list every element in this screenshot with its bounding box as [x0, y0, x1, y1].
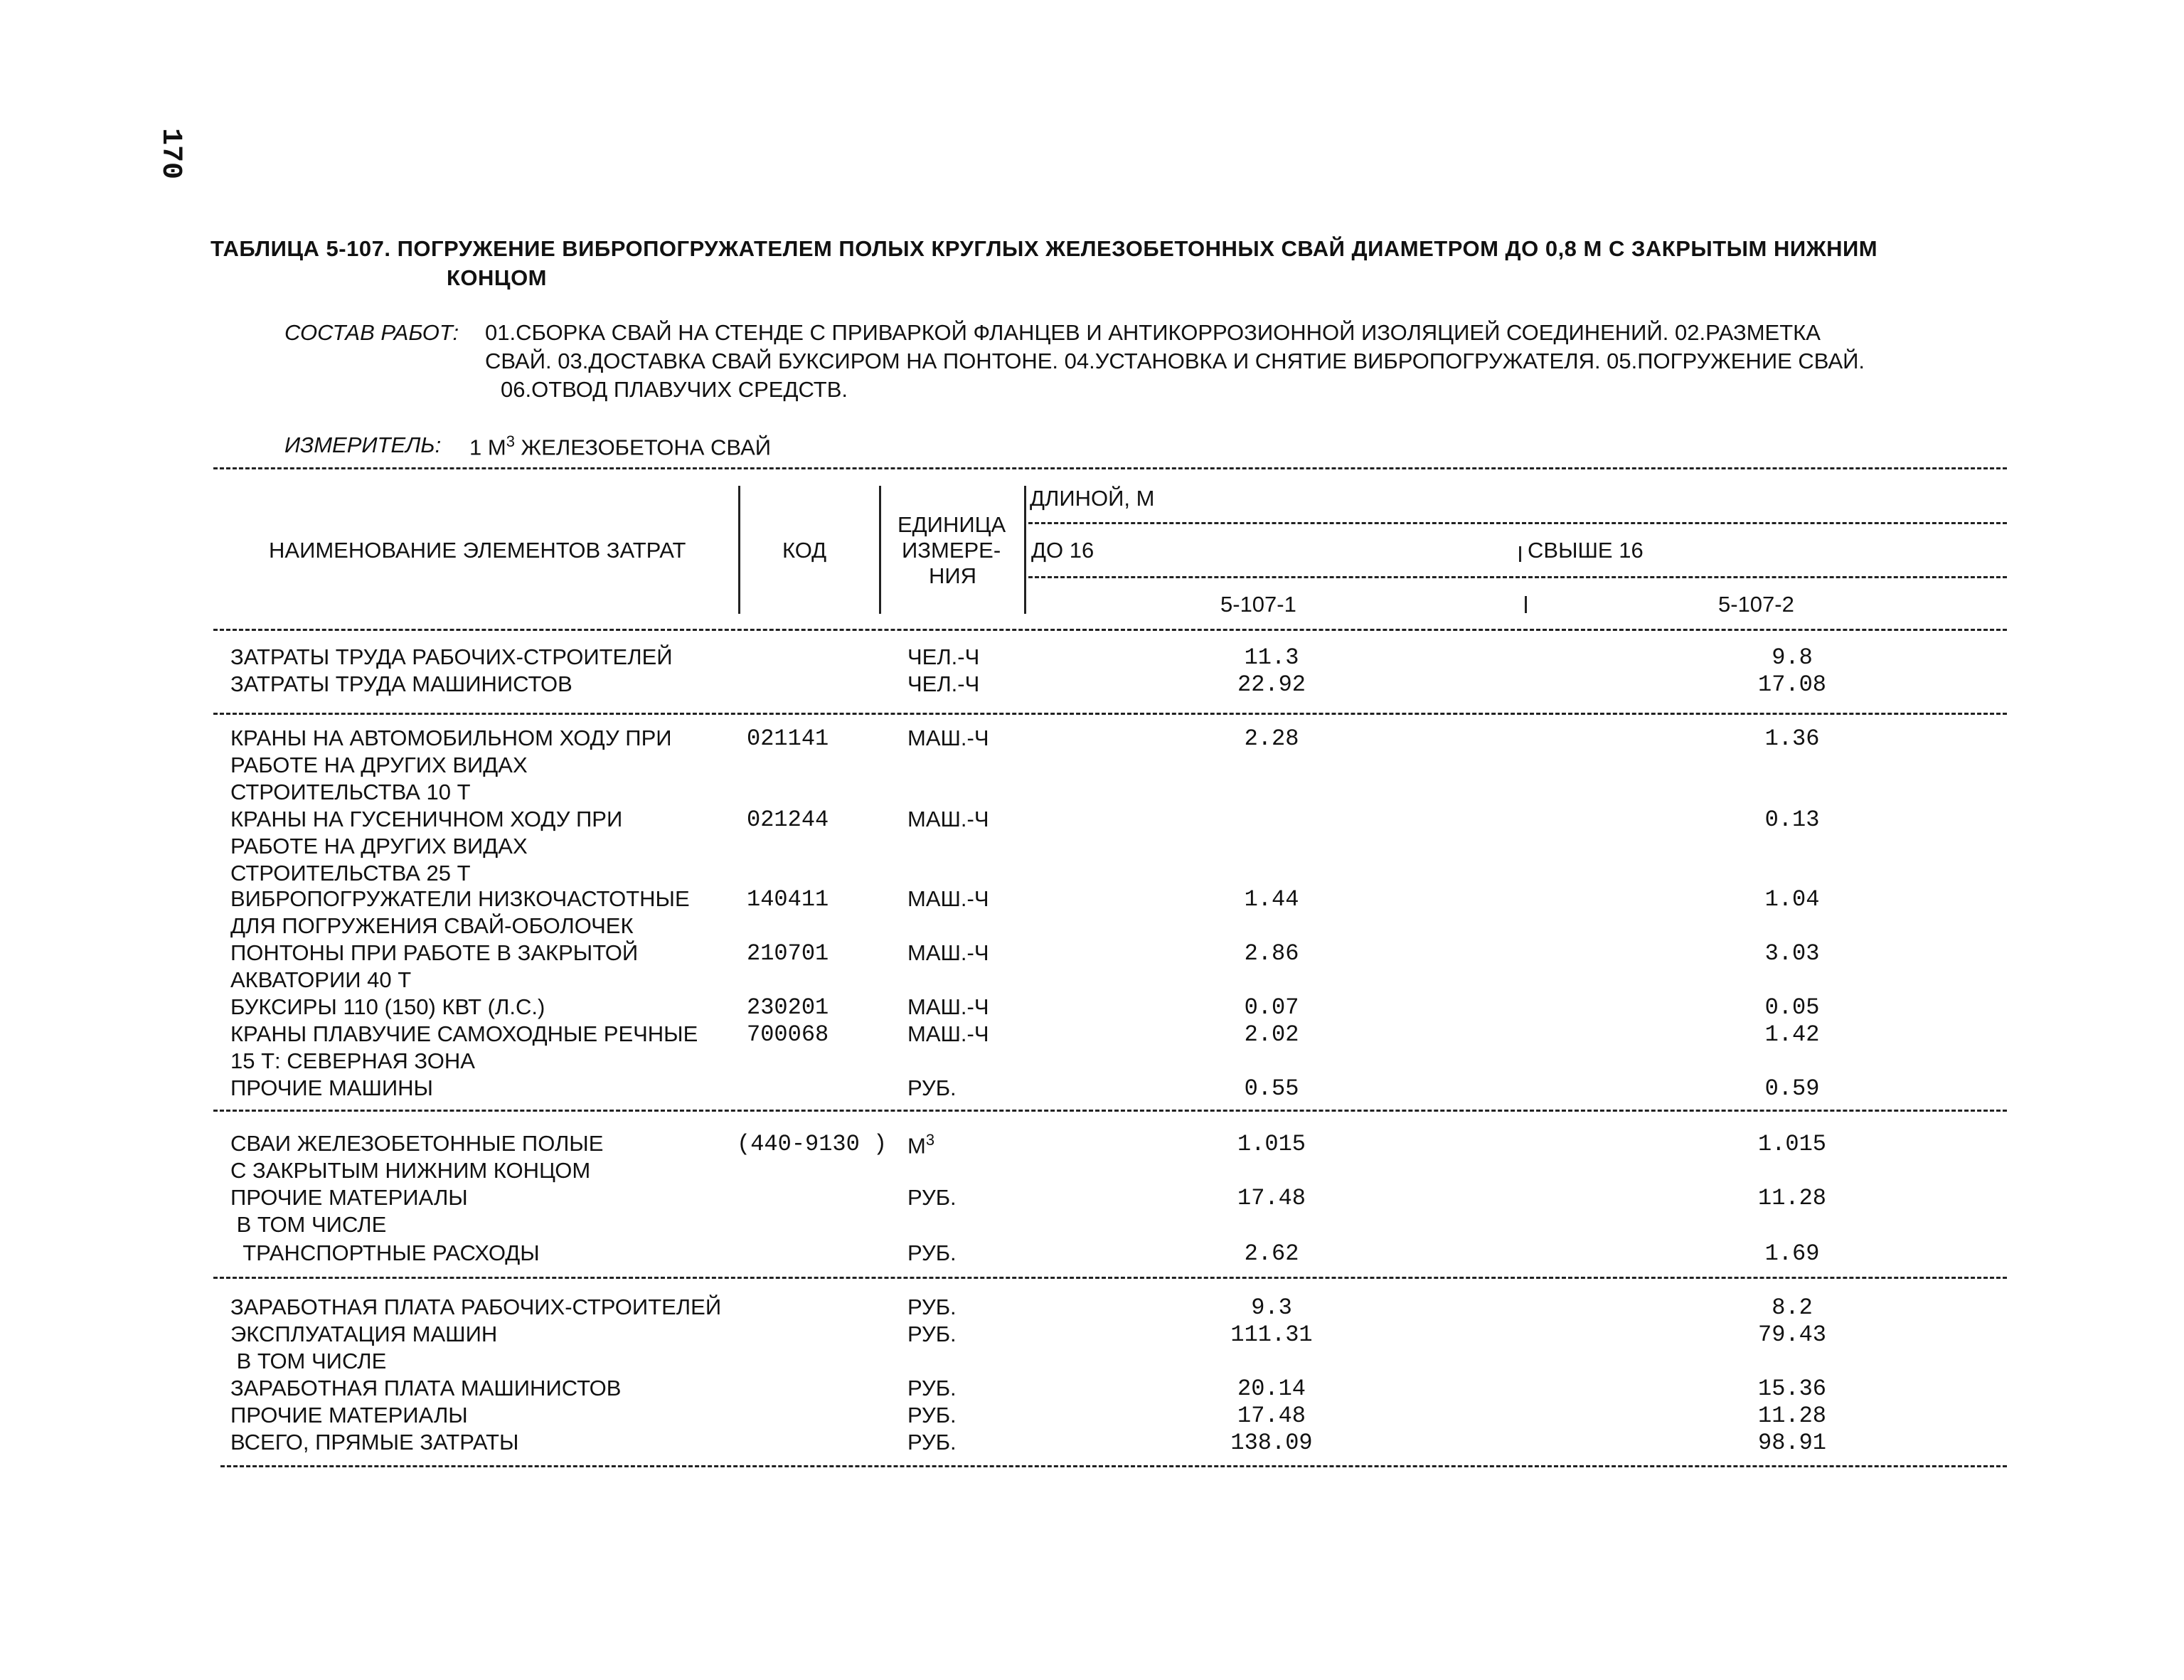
row-value-col1: 2.62	[1244, 1240, 1299, 1267]
row-value-col2: 9.8	[1772, 644, 1813, 671]
row-unit: МАШ.-Ч	[907, 886, 989, 911]
header-col2-code: 5-107-2	[1718, 592, 1794, 617]
row-unit: РУБ.	[907, 1376, 957, 1400]
header-col1-code: 5-107-1	[1220, 592, 1296, 617]
row-value-col2: 1.42	[1764, 1021, 1820, 1048]
header-over-label: СВЫШЕ 16	[1528, 538, 1644, 563]
sostav-line3: 06.ОТВОД ПЛАВУЧИХ СРЕДСТВ.	[501, 377, 848, 402]
row-value-col2: 17.08	[1757, 671, 1827, 698]
table-title-line2: КОНЦОМ	[447, 265, 548, 290]
row-value-col1: 1.44	[1244, 886, 1299, 913]
row-value-col1: 138.09	[1230, 1430, 1313, 1456]
row-value-col1: 22.92	[1237, 671, 1306, 698]
row-value-col1: 0.55	[1244, 1075, 1299, 1102]
row-name: ТРАНСПОРТНЫЕ РАСХОДЫ	[230, 1240, 540, 1265]
row-value-col2: 0.13	[1764, 807, 1820, 833]
header-name-col: НАИМЕНОВАНИЕ ЭЛЕМЕНТОВ ЗАТРАТ	[269, 538, 686, 563]
row-code: 230201	[747, 994, 829, 1021]
row-unit: МАШ.-Ч	[907, 807, 989, 831]
row-value-col2: 3.03	[1764, 940, 1820, 967]
header-unit-col-2: ИЗМЕРЕ-	[902, 538, 1001, 563]
row-name: СВАИ ЖЕЛЕЗОБЕТОННЫЕ ПОЛЫЕ	[230, 1131, 604, 1156]
row-value-col1: 2.86	[1244, 940, 1299, 967]
header-rule-2	[1028, 576, 2007, 578]
row-value-col1: 2.02	[1244, 1021, 1299, 1048]
row-value-col1: 20.14	[1237, 1376, 1306, 1402]
header-length-label: ДЛИНОЙ, М	[1030, 486, 1155, 511]
row-code: 140411	[747, 886, 829, 913]
izmeritel-value: 1 $М^3$ ЖЕЛЕЗОБЕТОНА СВАЙ	[469, 432, 772, 460]
row-name: ДЛЯ ПОГРУЖЕНИЯ СВАЙ-ОБОЛОЧЕК	[230, 913, 634, 938]
header-vbar-2	[879, 486, 881, 614]
section-rule-3	[213, 1277, 2007, 1279]
row-value-col1: 0.07	[1244, 994, 1299, 1021]
row-value-col2: 1.04	[1764, 886, 1820, 913]
row-value-col1: 17.48	[1237, 1185, 1306, 1211]
row-unit: РУБ.	[907, 1294, 957, 1319]
header-vbar-3	[1024, 486, 1026, 614]
row-value-col2: 15.36	[1757, 1376, 1827, 1402]
row-value-col1: 17.48	[1237, 1403, 1306, 1429]
section-rule-1	[213, 713, 2007, 715]
header-unit-col-3: НИЯ	[929, 563, 977, 588]
row-value-col2: 0.59	[1764, 1075, 1820, 1102]
row-unit: ЧЕЛ.-Ч	[907, 671, 980, 696]
row-name: ЗАРАБОТНАЯ ПЛАТА РАБОЧИХ-СТРОИТЕЛЕЙ	[230, 1294, 722, 1319]
row-name: ВИБРОПОГРУЖАТЕЛИ НИЗКОЧАСТОТНЫЕ	[230, 886, 690, 911]
row-unit: МАШ.-Ч	[907, 994, 989, 1019]
row-name: КРАНЫ НА АВТОМОБИЛЬНОМ ХОДУ ПРИ	[230, 725, 672, 750]
izmeritel-label: ИЗМЕРИТЕЛЬ:	[284, 432, 442, 457]
row-name: КРАНЫ НА ГУСЕНИЧНОМ ХОДУ ПРИ	[230, 807, 623, 831]
row-name: В ТОМ ЧИСЛЕ	[230, 1349, 387, 1373]
row-value-col2: 1.36	[1764, 725, 1820, 752]
row-name: ПОНТОНЫ ПРИ РАБОТЕ В ЗАКРЫТОЙ	[230, 940, 639, 965]
row-value-col1: 2.28	[1244, 725, 1299, 752]
row-value-col2: 1.015	[1757, 1131, 1827, 1157]
row-name: ЗАТРАТЫ ТРУДА РАБОЧИХ-СТРОИТЕЛЕЙ	[230, 644, 673, 669]
row-name: РАБОТЕ НА ДРУГИХ ВИДАХ	[230, 834, 528, 858]
row-unit: РУБ.	[907, 1430, 957, 1455]
row-value-col1: 1.015	[1237, 1131, 1306, 1157]
header-vbar-4b	[1525, 596, 1527, 613]
row-unit: РУБ.	[907, 1322, 957, 1346]
row-value-col1: 11.3	[1244, 644, 1299, 671]
header-vbar-1	[738, 486, 740, 614]
row-value-col1: 9.3	[1251, 1294, 1292, 1321]
row-value-col2: 11.28	[1757, 1403, 1827, 1429]
row-name: 15 Т: СЕВЕРНАЯ ЗОНА	[230, 1048, 475, 1073]
row-unit: МАШ.-Ч	[907, 1021, 989, 1046]
row-name: РАБОТЕ НА ДРУГИХ ВИДАХ	[230, 753, 528, 777]
row-code: 700068	[747, 1021, 829, 1048]
row-value-col2: 11.28	[1757, 1185, 1827, 1211]
table-title-line1: ТАБЛИЦА 5-107. ПОГРУЖЕНИЕ ВИБРОПОГРУЖАТЕЛЕМ ПОЛЫХ КРУГЛЫХ ЖЕЛЕЗОБЕТОННЫХ СВАЙ ДИАМЕТРОМ ДО 0,8 М С ЗАКРЫТЫМ НИЖНИМ	[211, 236, 1878, 261]
row-name: СТРОИТЕЛЬСТВА 25 Т	[230, 861, 471, 886]
row-value-col1: 111.31	[1230, 1322, 1313, 1348]
row-name: АКВАТОРИИ 40 Т	[230, 967, 412, 992]
row-name: ЗАРАБОТНАЯ ПЛАТА МАШИНИСТОВ	[230, 1376, 622, 1400]
row-unit: $М^3$	[907, 1131, 935, 1159]
row-unit: РУБ.	[907, 1240, 957, 1265]
row-unit: РУБ.	[907, 1403, 957, 1428]
row-name: ПРОЧИЕ МАШИНЫ	[230, 1075, 433, 1100]
row-value-col2: 98.91	[1757, 1430, 1827, 1456]
header-vbar-4a	[1519, 546, 1521, 562]
table-top-rule	[213, 467, 2007, 469]
row-name: ПРОЧИЕ МАТЕРИАЛЫ	[230, 1403, 468, 1428]
header-unit-col-1: ЕДИНИЦА	[897, 512, 1006, 537]
row-code: (440-9130 )	[737, 1131, 888, 1157]
header-rule-1	[1028, 522, 2007, 524]
row-code: 210701	[747, 940, 829, 967]
row-unit: РУБ.	[907, 1075, 957, 1100]
row-name: ЭКСПЛУАТАЦИЯ МАШИН	[230, 1322, 498, 1346]
row-code: 021244	[747, 807, 829, 833]
row-unit: РУБ.	[907, 1185, 957, 1210]
row-unit: МАШ.-Ч	[907, 940, 989, 965]
row-name: ЗАТРАТЫ ТРУДА МАШИНИСТОВ	[230, 671, 572, 696]
page-number: 170	[154, 128, 186, 180]
sostav-line1: 01.СБОРКА СВАЙ НА СТЕНДЕ С ПРИВАРКОЙ ФЛАНЦЕВ И АНТИКОРРОЗИОННОЙ ИЗОЛЯЦИЕЙ СОЕДИНЕНИЙ. 02.РАЗМЕТКА	[485, 320, 1821, 345]
row-value-col2: 79.43	[1757, 1322, 1827, 1348]
row-name: ВСЕГО, ПРЯМЫЕ ЗАТРАТЫ	[230, 1430, 519, 1455]
row-code: 021141	[747, 725, 829, 752]
row-value-col2: 0.05	[1764, 994, 1820, 1021]
row-unit: ЧЕЛ.-Ч	[907, 644, 980, 669]
header-code-col: КОД	[782, 538, 827, 563]
row-name: В ТОМ ЧИСЛЕ	[230, 1212, 387, 1237]
sostav-line2: СВАЙ. 03.ДОСТАВКА СВАЙ БУКСИРОМ НА ПОНТОНЕ. 04.УСТАНОВКА И СНЯТИЕ ВИБРОПОГРУЖАТЕЛЯ. 05.ПОГРУЖЕНИЕ СВАЙ.	[485, 349, 1865, 373]
row-name: БУКСИРЫ 110 (150) КВТ (Л.С.)	[230, 994, 545, 1019]
row-name: ПРОЧИЕ МАТЕРИАЛЫ	[230, 1185, 468, 1210]
row-name: КРАНЫ ПЛАВУЧИЕ САМОХОДНЫЕ РЕЧНЫЕ	[230, 1021, 698, 1046]
header-upto-label: ДО 16	[1031, 538, 1094, 563]
row-name: СТРОИТЕЛЬСТВА 10 Т	[230, 780, 471, 804]
table-bottom-rule	[220, 1465, 2007, 1467]
section-rule-2	[213, 1110, 2007, 1112]
row-value-col2: 8.2	[1772, 1294, 1813, 1321]
header-bottom-rule	[213, 629, 2007, 631]
row-name: С ЗАКРЫТЫМ НИЖНИМ КОНЦОМ	[230, 1158, 591, 1183]
row-value-col2: 1.69	[1764, 1240, 1820, 1267]
row-unit: МАШ.-Ч	[907, 725, 989, 750]
sostav-label: СОСТАВ РАБОТ:	[284, 320, 459, 345]
